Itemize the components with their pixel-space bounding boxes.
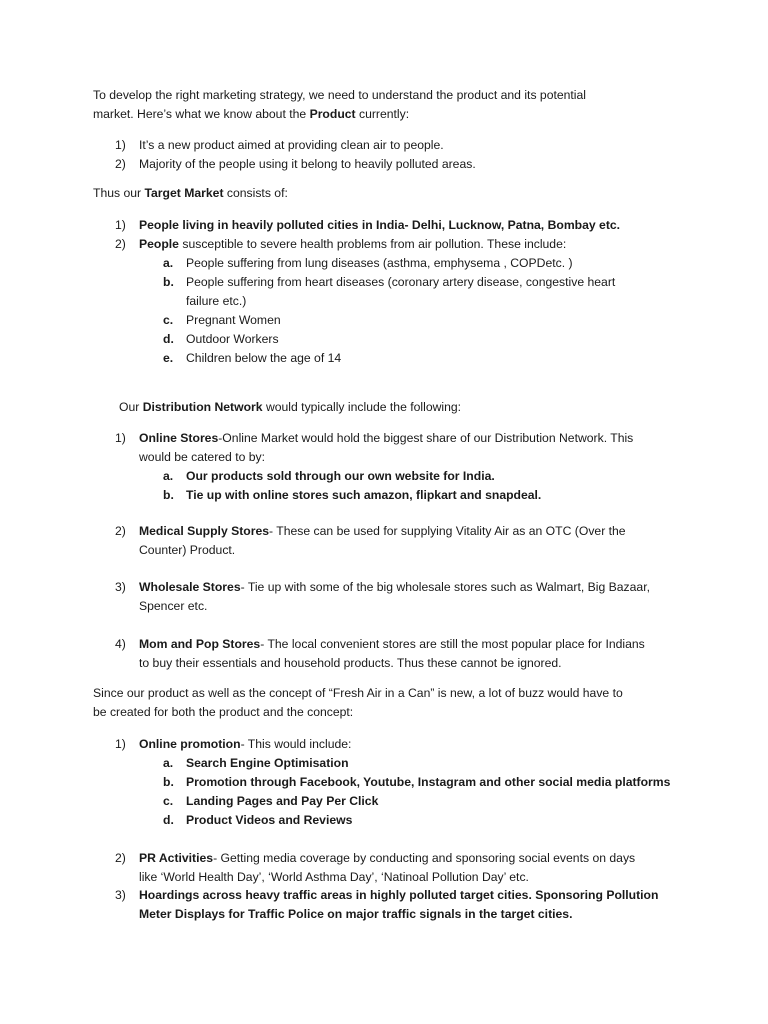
sub-letter: b. xyxy=(163,488,174,502)
list-number: 3) xyxy=(115,888,126,902)
sub-text: Tie up with online stores such amazon, flipkart and snapdeal. xyxy=(186,488,542,502)
list-text xyxy=(139,849,689,868)
hoardings-bold-2: Pollution xyxy=(606,888,659,902)
sub-letter: d. xyxy=(163,332,174,346)
list-number: 1) xyxy=(115,431,126,445)
list-text xyxy=(139,429,689,448)
sub-letter: a. xyxy=(163,469,174,483)
target-heading-a: Thus our xyxy=(93,186,145,200)
target-item-2-bold: People xyxy=(139,237,179,251)
list-number: 2) xyxy=(115,157,126,171)
list-number: 4) xyxy=(115,637,126,651)
list-text: to buy their essentials and household products. Thus these cannot be ignored. xyxy=(139,656,562,670)
target-item-2-text: susceptible to severe health problems from air pollution. These include: xyxy=(178,237,567,251)
sub-text: failure etc.) xyxy=(186,294,247,308)
pr-activities-bold: PR Activities xyxy=(139,851,214,865)
list-text: Spencer etc. xyxy=(139,599,208,613)
sub-letter: d. xyxy=(163,813,174,827)
list-number: 1) xyxy=(115,737,126,751)
list-text xyxy=(139,635,689,654)
buzz-line-2: be created for both the product and the concept: xyxy=(93,705,354,719)
hoardings-text: across heavy traffic areas in highly polluted target cities. Sponsoring xyxy=(199,888,607,902)
list-text: Meter Displays for Traffic Police on major traffic signals in the target cities. xyxy=(139,907,573,921)
list-number: 2) xyxy=(115,851,126,865)
mompop-stores-text: - The local convenient stores are still the most popular place for Indians xyxy=(260,637,645,651)
sub-text: Promotion through Facebook, Youtube, Instagram and other social media platforms xyxy=(186,775,671,789)
medical-stores-bold: Medical Supply Stores xyxy=(139,524,270,538)
list-number: 3) xyxy=(115,580,126,594)
list-text xyxy=(139,235,689,254)
intro-product-bold: Product xyxy=(309,107,356,121)
sub-text: People suffering from heart diseases (coronary artery disease, congestive heart xyxy=(186,275,616,289)
list-text: It’s a new product aimed at providing clean air to people. xyxy=(139,138,444,152)
sub-text: People suffering from lung diseases (asthma, emphysema , COPDetc. ) xyxy=(186,256,573,270)
sub-letter: c. xyxy=(163,313,174,327)
intro-line-2 xyxy=(93,105,693,124)
sub-text: Product Videos and Reviews xyxy=(186,813,353,827)
sub-letter: b. xyxy=(163,275,174,289)
wholesale-stores-bold: Wholesale Stores xyxy=(139,580,241,594)
list-text: People living in heavily polluted cities in India- Delhi, Lucknow, Patna, Bombay etc. xyxy=(139,218,621,232)
sub-text: Pregnant Women xyxy=(186,313,281,327)
mompop-stores-bold: Mom and Pop Stores xyxy=(139,637,261,651)
sub-letter: a. xyxy=(163,256,174,270)
medical-stores-text: - These can be used for supplying Vitality Air as an OTC (Over the xyxy=(269,524,626,538)
distribution-heading xyxy=(119,398,719,417)
list-text xyxy=(139,886,689,905)
list-text: like ‘World Health Day’, ‘World Asthma Day’, ‘Natinoal Pollution Day’ etc. xyxy=(139,870,529,884)
online-promotion-text: - This would include: xyxy=(240,737,352,751)
wholesale-stores-text: - Tie up with some of the big wholesale stores such as Walmart, Big Bazaar, xyxy=(240,580,650,594)
sub-letter: c. xyxy=(163,794,174,808)
target-heading-bold: Target Market xyxy=(144,186,224,200)
sub-letter: b. xyxy=(163,775,174,789)
list-number: 1) xyxy=(115,138,126,152)
sub-text: Our products sold through our own website for India. xyxy=(186,469,495,483)
list-text xyxy=(139,522,689,541)
distribution-heading-bold: Distribution Network xyxy=(142,400,263,414)
list-number: 2) xyxy=(115,237,126,251)
hoardings-bold: Hoardings xyxy=(139,888,200,902)
online-stores-bold: Online Stores xyxy=(139,431,219,445)
sub-text: Search Engine Optimisation xyxy=(186,756,349,770)
sub-text: Outdoor Workers xyxy=(186,332,279,346)
online-promotion-bold: Online promotion xyxy=(139,737,241,751)
list-number: 2) xyxy=(115,524,126,538)
list-number: 1) xyxy=(115,218,126,232)
list-text xyxy=(139,735,689,754)
sub-text: Landing Pages and Pay Per Click xyxy=(186,794,379,808)
intro-line-2a: market. Here’s what we know about the xyxy=(93,107,310,121)
online-stores-text: -Online Market would hold the biggest share of our Distribution Network. This xyxy=(218,431,634,445)
target-heading-c: consists of: xyxy=(223,186,288,200)
distribution-heading-c: would typically include the following: xyxy=(262,400,462,414)
list-text: Majority of the people using it belong to heavily polluted areas. xyxy=(139,157,476,171)
sub-text: Children below the age of 14 xyxy=(186,351,342,365)
list-text: Counter) Product. xyxy=(139,543,236,557)
list-text xyxy=(139,578,689,597)
sub-letter: e. xyxy=(163,351,174,365)
pr-activities-text: - Getting media coverage by conducting and sponsoring social events on days xyxy=(213,851,636,865)
distribution-heading-a: Our xyxy=(119,400,143,414)
buzz-line-1: Since our product as well as the concept of “Fresh Air in a Can” is new, a lot of buzz would have to xyxy=(93,686,623,700)
target-heading xyxy=(93,184,693,203)
sub-letter: a. xyxy=(163,756,174,770)
list-text: would be catered to by: xyxy=(139,450,266,464)
intro-line-2c: currently: xyxy=(355,107,410,121)
intro-line-1: To develop the right marketing strategy, we need to understand the product and its potential xyxy=(93,88,586,102)
